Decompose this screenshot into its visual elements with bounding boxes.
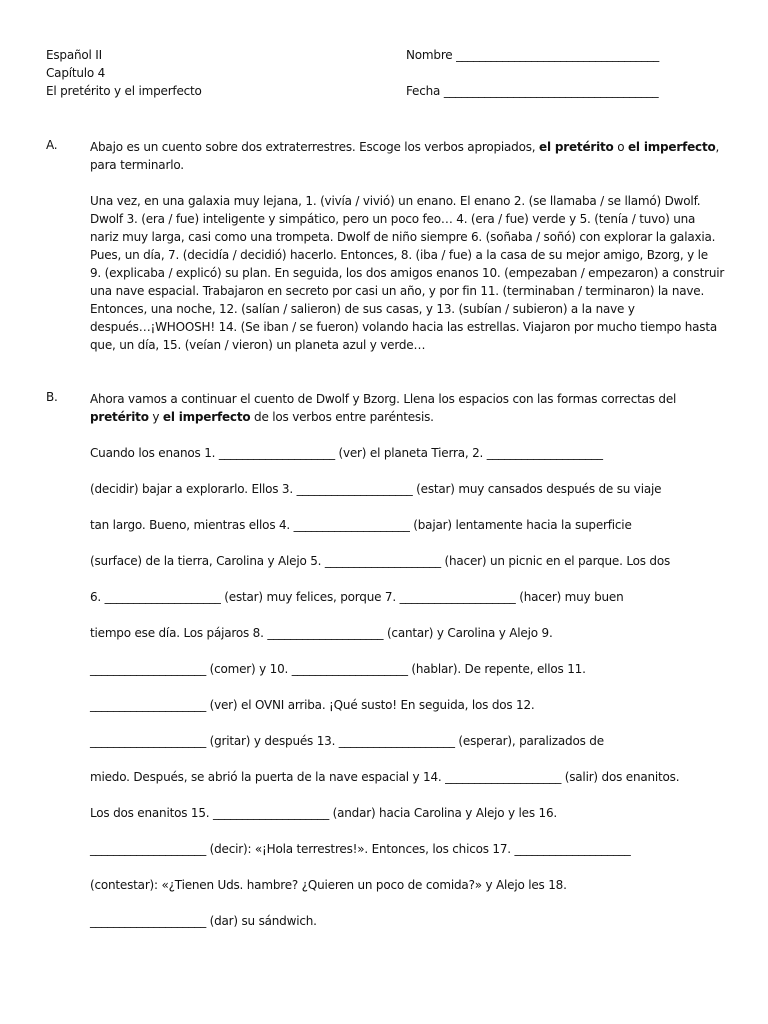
section-b-instructions-2: pretérito y el imperfecto de los verbos entre paréntesis. <box>90 410 434 424</box>
story-line: una nave espacial. Trabajaron en secreto por casi un año, y por fin 11. (terminaban / terminaron) la nave. <box>90 284 705 298</box>
exercise-line[interactable]: ____________________ (decir): «¡Hola terrestres!». Entonces, los chicos 17. ____________________ <box>90 842 631 856</box>
section-b-instructions: Ahora vamos a continuar el cuento de Dwolf y Bzorg. Llena los espacios con las formas correctas del <box>90 392 677 406</box>
bold-imperfect: el imperfecto <box>627 140 716 154</box>
date-label: Fecha <box>406 84 441 98</box>
topic-title: El pretérito y el imperfecto <box>46 84 202 98</box>
bold-imperfect: el imperfecto <box>162 410 251 424</box>
date-field[interactable] <box>406 84 658 98</box>
story-line: después…¡WHOOSH! 14. (Se iban / se fueron) volando hacia las estrellas. Viajaron por mucho tiempo hasta <box>90 320 718 334</box>
section-b-letter: B. <box>46 390 58 404</box>
story-line: Pues, un día, 7. (decidía / decidió) hacerlo. Entonces, 8. (iba / fue) a la casa de su mejor amigo, Bzorg, y le <box>90 248 708 262</box>
exercise-line[interactable]: ____________________ (ver) el OVNI arriba. ¡Qué susto! En seguida, los dos 12. <box>90 698 535 712</box>
exercise-line[interactable]: (surface) de la tierra, Carolina y Alejo 5. ____________________ (hacer) un picnic en el parque. Los dos <box>90 554 671 568</box>
exercise-line[interactable]: miedo. Después, se abrió la puerta de la nave espacial y 14. ____________________ (salir) dos enanitos. <box>90 770 680 784</box>
chapter-title: Capítulo 4 <box>46 66 106 80</box>
story-line: Dwolf 3. (era / fue) inteligente y simpático, pero un poco feo… 4. (era / fue) verde y 5. (tenía / tuvo) una <box>90 212 696 226</box>
date-blank[interactable]: _____________________________________ <box>443 84 659 98</box>
exercise-line[interactable]: ____________________ (gritar) y después 13. ____________________ (esperar), paralizados de <box>90 734 604 748</box>
exercise-line[interactable]: 6. ____________________ (estar) muy felices, porque 7. ____________________ (hacer) muy buen <box>90 590 624 604</box>
exercise-line[interactable]: (decidir) bajar a explorarlo. Ellos 3. ____________________ (estar) muy cansados después de su viaje <box>90 482 662 496</box>
exercise-line[interactable]: tan largo. Bueno, mientras ellos 4. ____________________ (bajar) lentamente hacia la superficie <box>90 518 632 532</box>
story-line: que, un día, 15. (veían / vieron) un planeta azul y verde… <box>90 338 426 352</box>
exercise-line[interactable]: ____________________ (comer) y 10. ____________________ (hablar). De repente, ellos 11. <box>90 662 586 676</box>
name-blank[interactable]: ___________________________________ <box>456 48 660 62</box>
story-line: 9. (explicaba / explicó) su plan. En seguida, los dos amigos enanos 10. (empezaban / empezaron) a construir <box>90 266 725 280</box>
course-title: Español II <box>46 48 102 62</box>
story-line: Entonces, una noche, 12. (salían / salieron) de sus casas, y 13. (subían / subieron) a la nave y <box>90 302 635 316</box>
section-a-instructions-2: para terminarlo. <box>90 158 184 172</box>
section-a-instructions: Abajo es un cuento sobre dos extraterrestres. Escoge los verbos apropiados, el pretérito o el imperfecto, <box>90 140 720 154</box>
section-a-letter: A. <box>46 138 58 152</box>
exercise-line[interactable]: (contestar): «¿Tienen Uds. hambre? ¿Quieren un poco de comida?» y Alejo les 18. <box>90 878 567 892</box>
story-line: Una vez, en una galaxia muy lejana, 1. (vivía / vivió) un enano. El enano 2. (se llamaba / se llamó) Dwolf. <box>90 194 701 208</box>
exercise-line[interactable]: Cuando los enanos 1. ____________________ (ver) el planeta Tierra, 2. ____________________ <box>90 446 603 460</box>
exercise-line[interactable]: tiempo ese día. Los pájaros 8. ____________________ (cantar) y Carolina y Alejo 9. <box>90 626 553 640</box>
story-line: nariz muy larga, casi como una trompeta. Dwolf de niño siempre 6. (soñaba / soñó) con explorar la galaxia. <box>90 230 716 244</box>
name-label: Nombre <box>406 48 453 62</box>
exercise-line[interactable]: Los dos enanitos 15. ____________________ (andar) hacia Carolina y Alejo y les 16. <box>90 806 558 820</box>
bold-preterite: pretérito <box>90 410 149 424</box>
name-field[interactable] <box>406 48 659 62</box>
exercise-line[interactable]: ____________________ (dar) su sándwich. <box>90 914 317 928</box>
bold-preterite: el pretérito <box>539 140 614 154</box>
